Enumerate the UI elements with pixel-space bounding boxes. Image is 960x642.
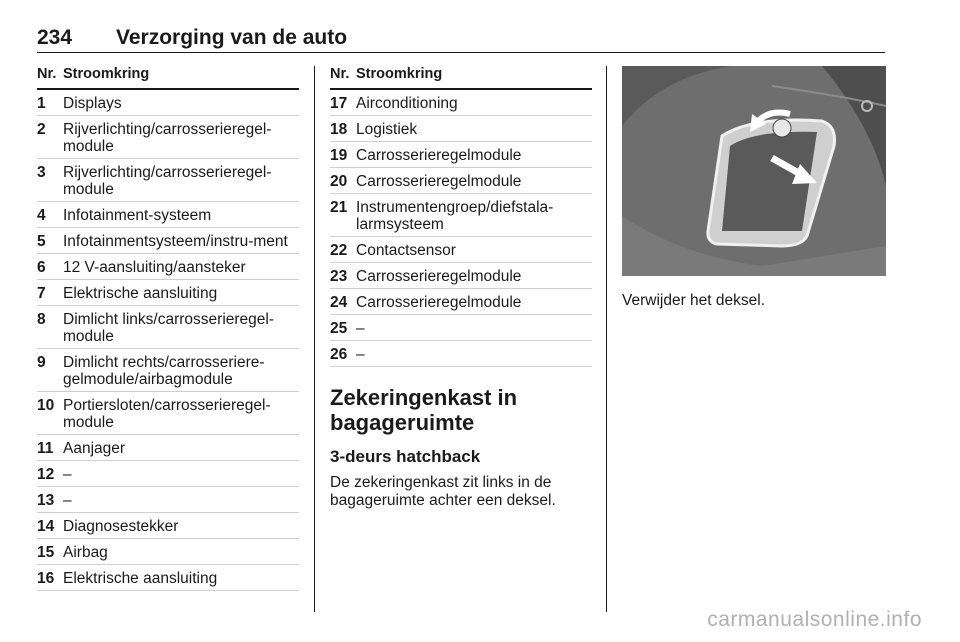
table-row xyxy=(37,159,299,202)
table-row xyxy=(37,280,299,306)
table-row xyxy=(37,349,299,392)
table-row xyxy=(37,513,299,539)
fuse-number: 11 xyxy=(37,440,54,457)
table-row xyxy=(37,228,299,254)
fuse-number: 24 xyxy=(330,294,348,311)
fuse-circuit: Diagnosestekker xyxy=(63,518,179,535)
column-divider-right xyxy=(606,66,607,612)
table-row xyxy=(37,435,299,461)
fuse-circuit: – xyxy=(356,320,365,337)
column-header-circuit: Stroomkring xyxy=(356,66,443,82)
fuse-number: 21 xyxy=(330,199,348,216)
fuse-number: 19 xyxy=(330,147,348,164)
fuse-circuit: Infotainmentsysteem/instru-ment xyxy=(63,233,288,250)
fuse-number: 20 xyxy=(330,173,348,190)
fuse-number: 17 xyxy=(330,95,348,112)
section-title: Zekeringenkast in bagageruimte xyxy=(330,385,518,435)
page-number: 234 xyxy=(37,26,73,49)
fuse-number: 23 xyxy=(330,268,348,285)
fuse-number: 2 xyxy=(37,121,46,138)
subsection-title: 3-deurs hatchback xyxy=(330,447,481,466)
trunk-cover-illustration xyxy=(622,66,886,276)
fuse-circuit: Instrumentengroep/diefstala-larmsysteem xyxy=(356,199,554,233)
table-row xyxy=(330,289,592,315)
fuse-circuit: – xyxy=(63,492,72,509)
table-row xyxy=(37,306,299,349)
table-row xyxy=(37,487,299,513)
table-row xyxy=(37,202,299,228)
watermark: carmanualsonline.info xyxy=(707,608,922,631)
table-row xyxy=(330,237,592,263)
trunk-illustration-svg xyxy=(622,66,886,276)
table-row xyxy=(330,263,592,289)
fuse-circuit: Infotainment-systeem xyxy=(63,207,212,224)
fuse-circuit: Carrosserieregelmodule xyxy=(356,173,522,190)
page-title: Verzorging van de auto xyxy=(116,26,348,49)
table-row xyxy=(330,90,592,116)
fuse-number: 1 xyxy=(37,95,46,112)
table-row xyxy=(37,539,299,565)
fuse-number: 4 xyxy=(37,207,46,224)
fuse-number: 16 xyxy=(37,570,55,587)
fuse-number: 10 xyxy=(37,397,55,414)
column-header-nr: Nr. xyxy=(330,66,350,82)
fuse-circuit: Displays xyxy=(63,95,122,112)
table-row xyxy=(37,116,299,159)
column-header-circuit: Stroomkring xyxy=(63,66,150,82)
fuse-table-mid xyxy=(330,66,592,510)
fuse-number: 12 xyxy=(37,466,55,483)
fuse-circuit: Dimlicht rechts/carrosseriere-gelmodule/airbagmodule xyxy=(63,354,265,388)
fuse-table-left xyxy=(37,66,299,591)
table-header xyxy=(37,66,299,90)
fuse-number: 5 xyxy=(37,233,46,250)
table-row xyxy=(330,142,592,168)
fuse-circuit: Rijverlichting/carrosserieregel-module xyxy=(63,121,272,155)
fuse-number: 7 xyxy=(37,285,46,302)
table-row xyxy=(37,254,299,280)
fuse-number: 6 xyxy=(37,259,46,276)
fuse-circuit: Airconditioning xyxy=(356,95,458,112)
table-row xyxy=(330,315,592,341)
fuse-circuit: – xyxy=(356,346,365,363)
fuse-circuit: Carrosserieregelmodule xyxy=(356,294,522,311)
column-divider-left xyxy=(314,66,315,612)
section-paragraph: De zekeringenkast zit links in de bagageruimte achter een deksel. xyxy=(330,474,556,509)
fuse-number: 3 xyxy=(37,164,46,181)
table-row xyxy=(37,461,299,487)
fuse-number: 22 xyxy=(330,242,348,259)
table-row xyxy=(330,168,592,194)
fuse-number: 26 xyxy=(330,346,348,363)
fuse-number: 9 xyxy=(37,354,46,371)
fuse-circuit: Portiersloten/carrosserieregel-module xyxy=(63,397,271,431)
fuse-circuit: Aanjager xyxy=(63,440,126,457)
fuse-circuit: Rijverlichting/carrosserieregel-module xyxy=(63,164,272,198)
table-row xyxy=(37,565,299,591)
fuse-circuit: Airbag xyxy=(63,544,108,561)
fuse-circuit: Carrosserieregelmodule xyxy=(356,147,522,164)
fuse-number: 8 xyxy=(37,311,46,328)
fuse-number: 25 xyxy=(330,320,348,337)
fuse-circuit: Logistiek xyxy=(356,121,418,138)
figure-column xyxy=(622,66,886,310)
fuse-number: 14 xyxy=(37,518,55,535)
column-header-nr: Nr. xyxy=(37,66,57,82)
fuse-circuit: Elektrische aansluiting xyxy=(63,285,218,302)
fuse-circuit: Elektrische aansluiting xyxy=(63,570,218,587)
fuse-circuit: Carrosserieregelmodule xyxy=(356,268,522,285)
fuse-circuit: – xyxy=(63,466,72,483)
table-row xyxy=(330,341,592,367)
table-row xyxy=(37,392,299,435)
fuse-circuit: Contactsensor xyxy=(356,242,456,259)
figure-caption: Verwijder het deksel. xyxy=(622,292,766,309)
table-row xyxy=(330,116,592,142)
table-header xyxy=(330,66,592,90)
fuse-number: 13 xyxy=(37,492,55,509)
fuse-number: 15 xyxy=(37,544,55,561)
fuse-number: 18 xyxy=(330,121,348,138)
table-row xyxy=(330,194,592,237)
page-header xyxy=(37,26,885,53)
fuse-circuit: 12 V-aansluiting/aansteker xyxy=(63,259,246,276)
fuse-circuit: Dimlicht links/carrosserieregel-module xyxy=(63,311,275,345)
table-row xyxy=(37,90,299,116)
